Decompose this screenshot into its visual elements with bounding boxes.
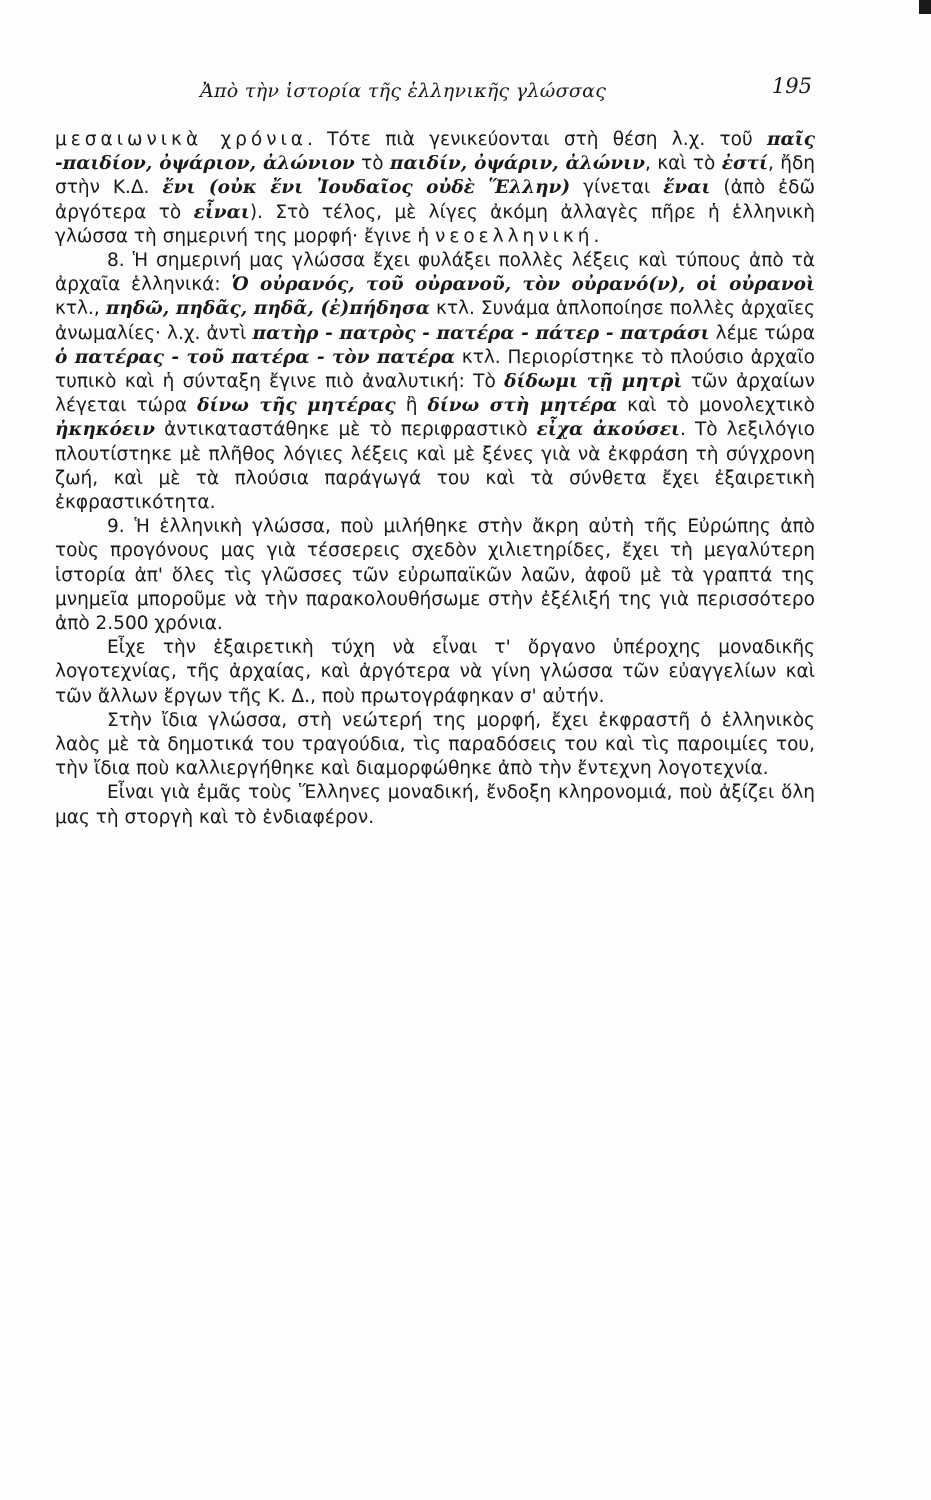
text-run: . <box>593 225 600 247</box>
text-run: (ἀπὸ ἐδῶ ἀργότερα τὸ <box>55 177 815 223</box>
text-run: ἢ <box>395 395 428 417</box>
running-header <box>200 74 820 110</box>
emphasized-text: ἐστί <box>721 153 768 175</box>
emphasized-text: εἶναι <box>193 201 250 223</box>
text-run: 9. Ἡ ἑλληνικὴ γλώσσα, ποὺ μιλήθηκε στὴν ἄκρη αὐτὴ τῆς Εὐρώπης ἀπὸ τοὺς προγόνους μας γιὰ τέσσερεις σχεδὸν χιλιετηρίδες, ἔχει τὴ μεγαλύτερη ἱστορία ἀπ' ὅλες τὶς γλῶσσες τῶν εὐρωπαϊκῶν λαῶν, ἀφοῦ μὲ τὰ γραπτά της μνημεῖα μποροῦμε νὰ τὴν παρακολουθήσωμε στὴν ἐξέλιξή της γιὰ περισσότερο ἀπὸ 2.500 χρόνια. <box>55 516 815 635</box>
page-body <box>55 128 815 830</box>
paragraph <box>55 128 815 249</box>
text-run: Εἶχε τὴν ἐξαιρετικὴ τύχη νὰ εἶναι τ' ὄργανο ὑπέροχης μοναδικῆς λογοτεχνίας, τῆς ἀρχαίας, καὶ ἀργότερα νὰ γίνη γλώσσα τῶν εὐαγγελίων καὶ τῶν ἄλλων ἔργων τῆς Κ. Δ., ποὺ πρωτογράφηκαν σ' αὐτήν. <box>55 637 815 707</box>
paragraph <box>55 636 815 709</box>
paragraph <box>55 515 815 636</box>
text-run: τῶν ἀρχαίων λέγεται τώρα <box>55 371 815 417</box>
spaced-text: νεοελληνική <box>434 225 594 247</box>
emphasized-text: ἠκηκόειν <box>55 419 156 441</box>
page-number: 195 <box>771 74 812 98</box>
text-run: κτλ. Περιορίστηκε τὸ πλούσιο ἀρχαῖο τυπικὸ καὶ ἡ σύνταξη ἔγινε πιὸ ἀναλυτική: Τὸ <box>55 346 815 393</box>
text-run: . Τὸ λεξιλόγιο πλουτίστηκε μὲ πλῆθος λόγιες λέξεις καὶ μὲ ξένες γιὰ νὰ ἐκφράση τὴ σύγχρονη ζωή, καὶ μὲ τὰ πλούσια παράγωγά του καὶ τὰ σύνθετα ἔχει ἐξαιρετικὴ ἐκφραστικότητα. <box>55 419 815 514</box>
text-run: καὶ τὸ μονολεχτικὸ <box>617 395 815 417</box>
text-run: Στὴν ἴδια γλώσσα, στὴ νεώτερή της μορφή, ἔχει ἐκφραστῆ ὁ ἑλληνικὸς λαὸς μὲ τὰ δημοτικά του τραγούδια, τὶς παραδόσεις του καὶ τὶς παροιμίες του, τὴν ἴδια ποὺ καλλιεργήθηκε καὶ διαμορφώθηκε ἀπὸ τὴν ἔντεχνη λογοτεχνία. <box>55 709 815 780</box>
text-run: κτλ. Συνάμα ἁπλοποίησε πολλὲς ἀρχαῖες ἀνωμαλίες· λ.χ. ἀντὶ <box>55 298 815 344</box>
text-run: ἀντικαταστάθηκε μὲ τὸ περιφραστικὸ <box>155 419 537 441</box>
spaced-text: μεσαιωνικὰ χρόνια <box>55 129 307 150</box>
running-title: Ἀπὸ τὴν ἱστορία τῆς ἑλληνικῆς γλώσσας <box>200 80 607 102</box>
emphasized-text: ἔναι <box>663 177 711 199</box>
text-run: , καὶ τὸ <box>644 153 722 175</box>
emphasized-text: εἶχα ἀκούσει <box>536 419 680 441</box>
text-run: γίνεται <box>570 177 664 199</box>
emphasized-text: ὁ πατέρας - τοῦ πατέρα - τὸν πατέρα <box>55 346 455 368</box>
emphasized-text: ἔνι (οὐκ ἔνι Ἰουδαῖος οὐδὲ Ἕλλην) <box>162 177 571 199</box>
text-run: Εἶναι γιὰ ἐμᾶς τοὺς Ἕλληνες μοναδική, ἔνδοξη κληρονομιά, ποὺ ἀξίζει ὅλη μας τὴ στοργὴ καὶ τὸ ἐνδιαφέρον. <box>55 782 815 828</box>
text-run: . Τότε πιὰ γενικεύονται στὴ θέση λ.χ. τοῦ <box>306 129 767 150</box>
emphasized-text: δίδωμι τῇ μητρὶ <box>504 371 683 393</box>
scan-corner-mark <box>919 0 931 14</box>
text-run: τὸ <box>354 153 390 175</box>
emphasized-text: παῖς -παιδίον, ὀψάριον, ἀλώνιον <box>55 129 815 175</box>
emphasized-text: δίνω τῆς μητέρας <box>197 395 396 417</box>
emphasized-text: πατὴρ - πατρὸς - πατέρα - πάτερ - πατράσι <box>252 322 710 344</box>
paragraph <box>55 709 815 782</box>
emphasized-text: δίνω στὴ μητέρα <box>427 395 618 417</box>
text-run: λέμε τώρα <box>709 322 815 344</box>
emphasized-text: πηδῶ, πηδᾶς, πηδᾶ, (ἐ)πήδησα <box>105 298 430 320</box>
text-run: κτλ., <box>55 298 106 320</box>
emphasized-text: παιδίν, ὀψάριν, ἀλώνιν <box>389 153 645 175</box>
text-run: 8. Ἡ σημερινή μας γλώσσα ἔχει φυλάξει πολλὲς λέξεις καὶ τύπους ἀπὸ τὰ ἀρχαῖα ἑλληνικά: <box>55 250 815 296</box>
text-run: , ἤδη στὴν Κ.Δ. <box>55 153 815 199</box>
emphasized-text: Ὁ οὐρανός, τοῦ οὐρανοῦ, τὸν οὐρανό(ν), οἱ οὐρανοὶ <box>231 274 815 296</box>
paragraph <box>55 781 815 829</box>
text-run: ). Στὸ τέλος, μὲ λίγες ἀκόμη ἀλλαγὲς πῆρε ἡ ἑλληνικὴ γλώσσα τὴ σημερινή της μορφή· ἔγινε ἡ <box>55 201 815 247</box>
paragraph <box>55 249 815 515</box>
